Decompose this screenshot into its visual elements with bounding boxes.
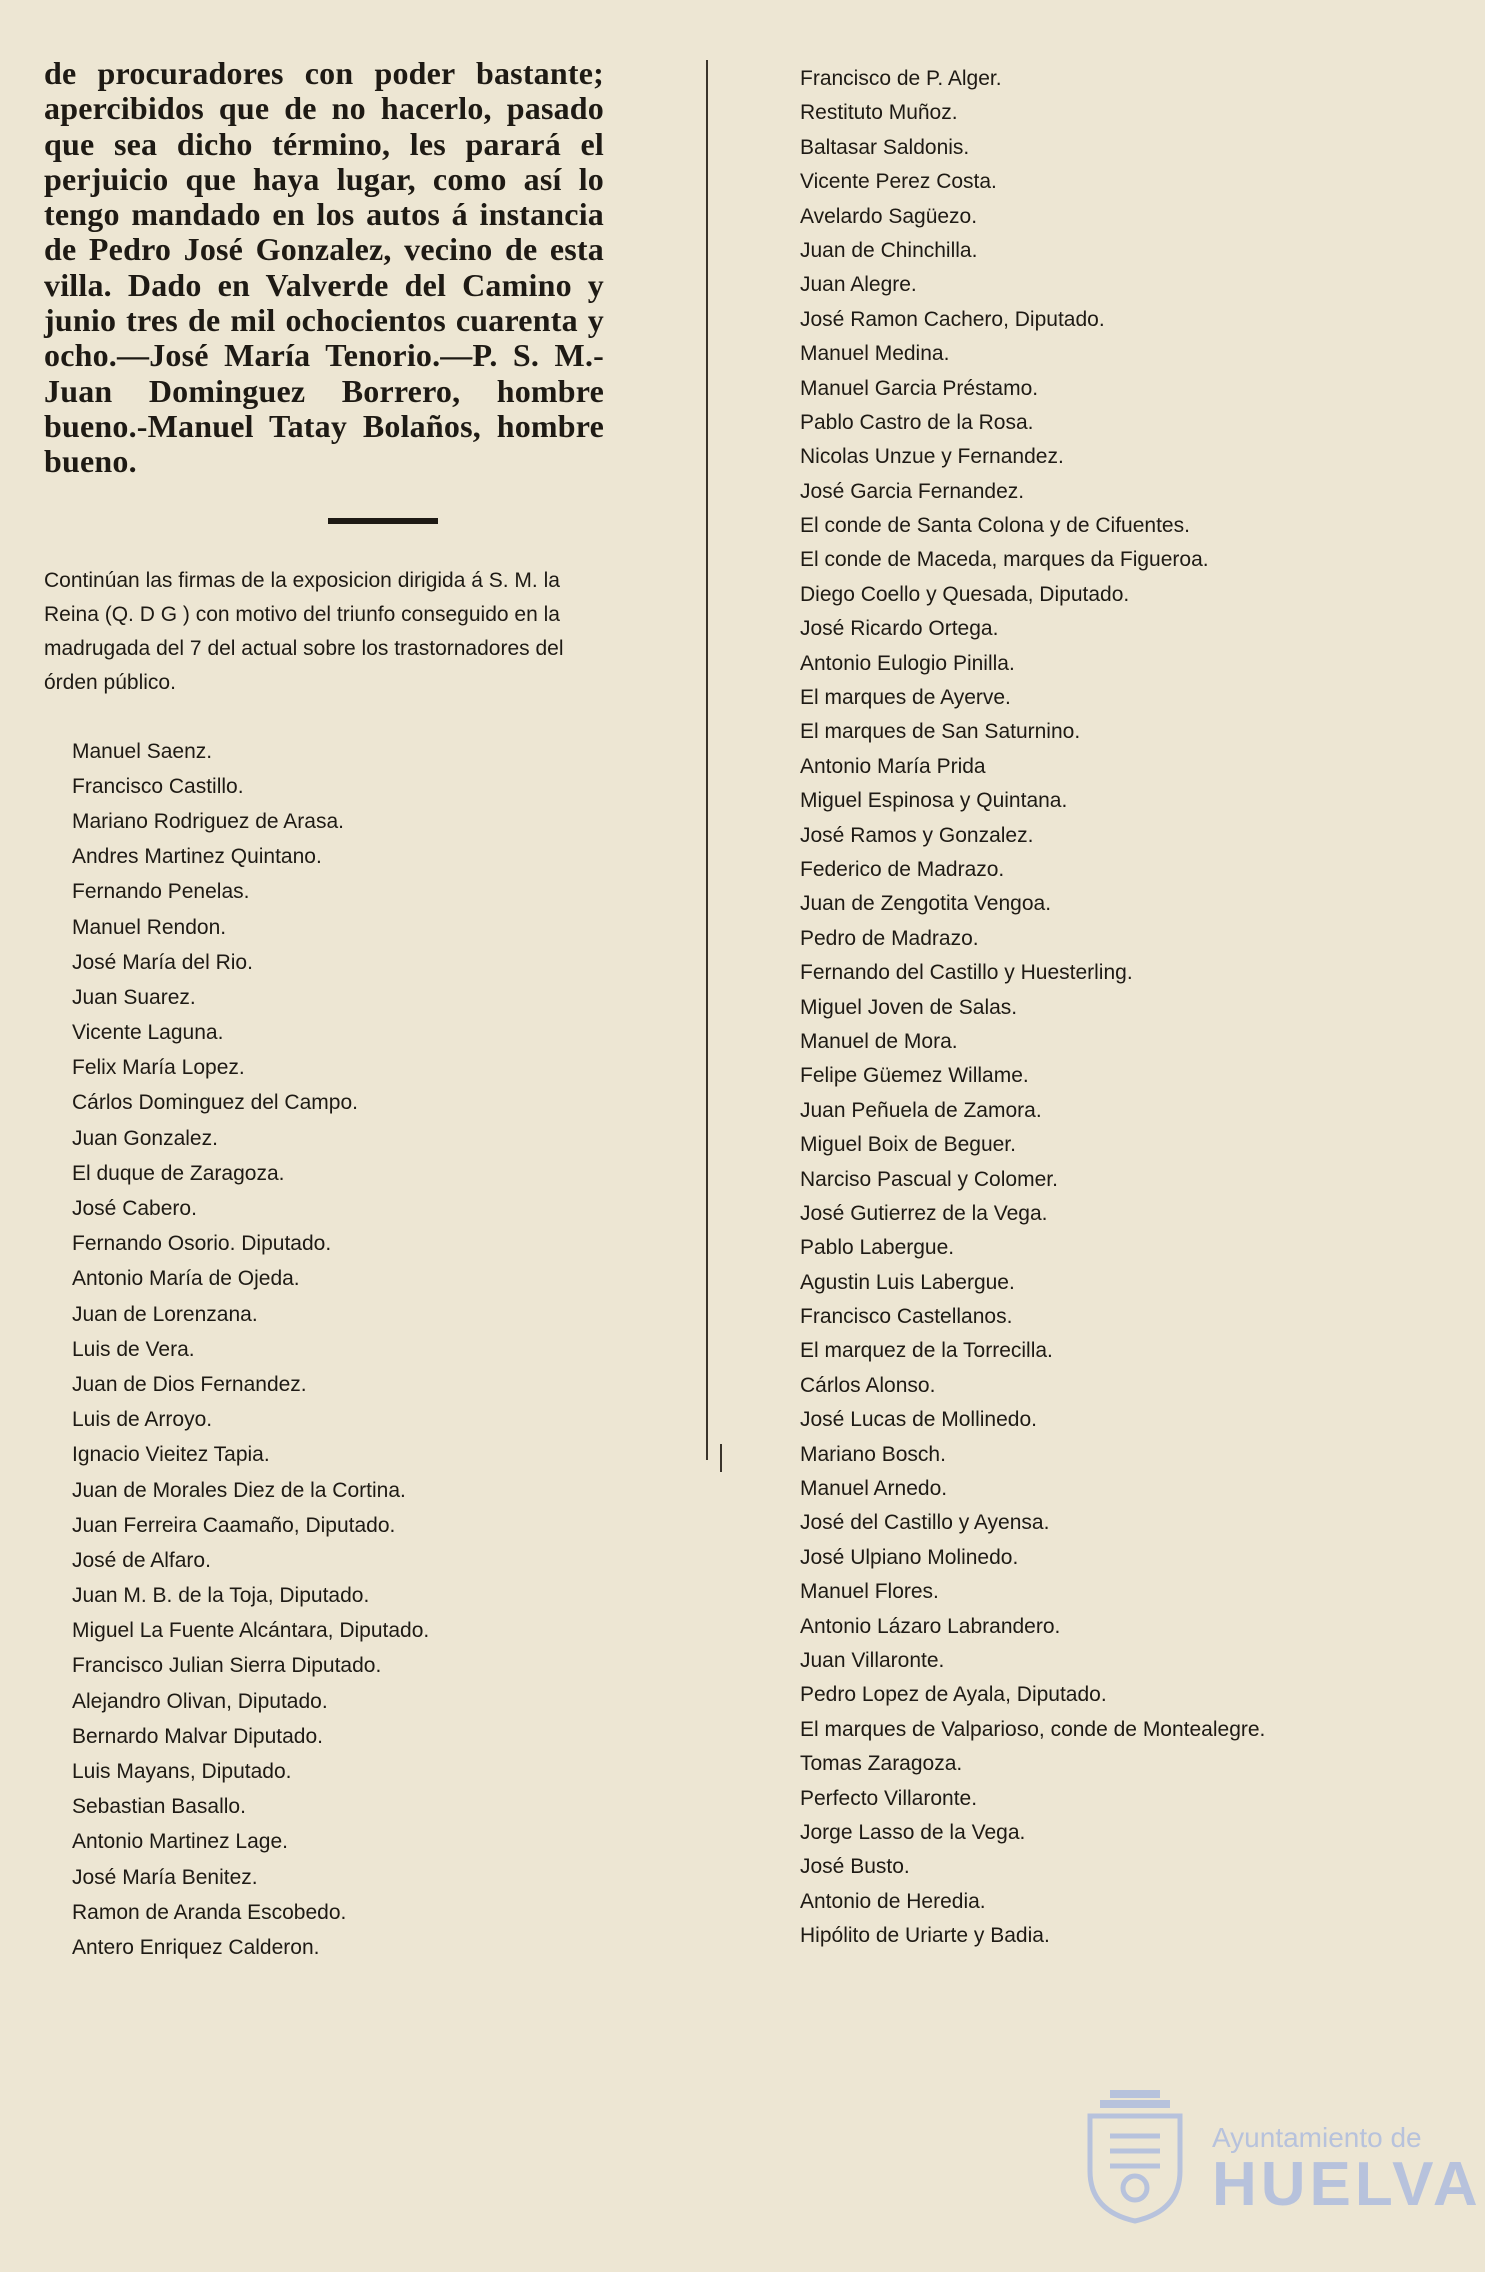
signature-entry: Luis de Vera. [72, 1337, 195, 1361]
signature-entry: Francisco Julian Sierra Diputado. [72, 1654, 382, 1678]
signature-entry: Ramon de Aranda Escobedo. [72, 1900, 347, 1924]
huelva-coat-of-arms-logo [1070, 2076, 1200, 2226]
signature-entry: Antero Enriquez Calderon. [72, 1935, 320, 1959]
signature-entry: Perfecto Villaronte. [800, 1786, 978, 1810]
signature-entry: José Cabero. [72, 1197, 197, 1220]
signature-entry: Luis Mayans, Diputado. [72, 1760, 292, 1783]
signature-entry: El conde de Santa Colona y de Cifuentes. [800, 514, 1190, 538]
watermark-line2: HUELVA [1212, 2150, 1482, 2219]
column-divider [706, 60, 708, 1460]
signature-entry: Ignacio Vieitez Tapia. [72, 1443, 270, 1467]
signature-entry: Agustin Luis Labergue. [800, 1270, 1015, 1294]
signature-entry: Federico de Madrazo. [800, 857, 1005, 881]
signature-entry: Cárlos Alonso. [800, 1373, 936, 1397]
signature-entry: Antonio Martinez Lage. [72, 1830, 288, 1854]
signature-entry: El marquez de la Torrecilla. [800, 1339, 1053, 1363]
signature-entry: Juan Villaronte. [800, 1648, 945, 1672]
signature-entry: José Busto. [800, 1855, 910, 1879]
signature-entry: Francisco de P. Alger. [800, 67, 1002, 90]
signature-entry: Andres Martinez Quintano. [72, 845, 322, 869]
signature-entry: El conde de Maceda, marques da Figueroa. [800, 548, 1209, 572]
signature-entry: Felix María Lopez. [72, 1056, 245, 1080]
signature-entry: Pablo Labergue. [800, 1236, 955, 1260]
signature-entry: Pedro Lopez de Ayala, Diputado. [800, 1683, 1107, 1707]
signature-entry: Juan de Lorenzana. [72, 1302, 258, 1326]
signature-entry: José del Castillo y Ayensa. [800, 1511, 1050, 1535]
signature-entry: Manuel Saenz. [72, 739, 213, 763]
legal-notice-text: de procuradores con poder bastante; apercibidos que de no hacerlo, pasado que sea dicho término, les parará el perjuicio que haya lugar, como así lo tengo mandado en los autos á instancia de Pedro José Gonzalez, vecino de esta villa. Dado en Valverde del Camino y junio tres de mil ochocientos cuarenta y ocho.—José María Tenorio.—P. S. M.-Juan Dominguez Borrero, hombre bueno.-Manuel Tatay Bolaños, hombre bueno. [44, 55, 604, 480]
signature-entry: José María del Rio. [72, 950, 253, 974]
signature-entry: Miguel Joven de Salas. [800, 995, 1018, 1019]
signature-entry: Mariano Bosch. [800, 1442, 946, 1466]
signature-entry: Baltasar Saldonis. [800, 135, 970, 159]
signature-entry: Narciso Pascual y Colomer. [800, 1167, 1058, 1191]
signature-entry: Miguel Espinosa y Quintana. [800, 789, 1068, 813]
signature-entry: Pedro de Madrazo. [800, 926, 979, 950]
signature-entry: José Ricardo Ortega. [800, 617, 999, 641]
signature-entry: José Ulpiano Molinedo. [800, 1545, 1019, 1569]
signature-entry: Miguel La Fuente Alcántara, Diputado. [72, 1619, 430, 1643]
signature-entry: Juan Suarez. [72, 985, 196, 1009]
signature-entry: Manuel Flores. [800, 1580, 939, 1604]
signature-entry: El marques de Valparioso, conde de Montealegre. [800, 1717, 1266, 1741]
signature-entry: Francisco Castellanos. [800, 1305, 1013, 1329]
signature-entry: José Gutierrez de la Vega. [800, 1201, 1048, 1225]
right-column [800, 62, 1440, 1954]
signature-entry: Diego Coello y Quesada, Diputado. [800, 582, 1130, 606]
signature-entry: Juan de Chinchilla. [800, 238, 978, 262]
column-divider-mark [720, 1444, 722, 1472]
signature-entry: Juan de Morales Diez de la Cortina. [72, 1478, 406, 1502]
signature-entry: Antonio Lázaro Labrandero. [800, 1614, 1061, 1638]
signature-entry: Jorge Lasso de la Vega. [800, 1820, 1026, 1844]
signature-entry: Manuel Garcia Préstamo. [800, 376, 1039, 400]
signature-entry: Hipólito de Uriarte y Badia. [800, 1924, 1050, 1948]
signature-entry: Restituto Muñoz. [800, 101, 958, 125]
signature-entry: José Ramon Cachero, Diputado. [800, 307, 1105, 331]
signature-list-right [800, 62, 1440, 1954]
signature-entry: Juan Alegre. [800, 273, 917, 297]
signature-entry: Antonio María Prida [800, 754, 986, 778]
signature-entry: Antonio de Heredia. [800, 1889, 986, 1913]
section-rule [328, 518, 438, 524]
signature-entry: Juan Gonzalez. [72, 1126, 218, 1150]
signature-entry: Juan de Dios Fernandez. [72, 1372, 307, 1396]
signature-list-left [44, 734, 604, 1966]
signature-entry: Mariano Rodriguez de Arasa. [72, 809, 344, 833]
signature-entry: Manuel Arnedo. [800, 1477, 948, 1501]
signature-entry: Manuel de Mora. [800, 1029, 958, 1053]
left-column [44, 56, 604, 1965]
signature-entry: Miguel Boix de Beguer. [800, 1133, 1016, 1157]
signature-entry: El duque de Zaragoza. [72, 1161, 285, 1185]
signature-entry: Luis de Arroyo. [72, 1408, 213, 1432]
signature-entry: José Ramos y Gonzalez. [800, 823, 1034, 847]
signature-entry: Antonio María de Ojeda. [72, 1267, 300, 1291]
watermark-text [1212, 2122, 1482, 2219]
signature-entry: Fernando Penelas. [72, 880, 250, 904]
signature-entry: Cárlos Dominguez del Campo. [72, 1091, 358, 1115]
signature-entry: El marques de San Saturnino. [800, 720, 1081, 744]
signature-entry: José Lucas de Mollinedo. [800, 1408, 1037, 1432]
signature-entry: José de Alfaro. [72, 1548, 211, 1572]
signature-entry: Juan M. B. de la Toja, Diputado. [72, 1584, 370, 1608]
signature-entry: José María Benitez. [72, 1865, 258, 1889]
signature-entry: José Garcia Fernandez. [800, 479, 1025, 503]
signature-entry: Tomas Zaragoza. [800, 1752, 963, 1776]
watermark-line1: Ayuntamiento de [1212, 2122, 1422, 2153]
signature-entry: Pablo Castro de la Rosa. [800, 410, 1034, 434]
exposition-intro: Continúan las firmas de la exposicion dirigida á S. M. la Reina (Q. D G ) con motivo del triunfo conseguido en la madrugada del 7 del actual sobre los trastornadores del órden público. [44, 568, 564, 694]
signature-entry: Felipe Güemez Willame. [800, 1064, 1029, 1088]
signature-entry: Vicente Laguna. [72, 1021, 224, 1045]
signature-entry: Antonio Eulogio Pinilla. [800, 651, 1015, 675]
signature-entry: Juan de Zengotita Vengoa. [800, 892, 1052, 916]
signature-entry: Juan Ferreira Caamaño, Diputado. [72, 1513, 396, 1537]
signature-entry: Fernando Osorio. Diputado. [72, 1232, 332, 1256]
signature-entry: Bernardo Malvar Diputado. [72, 1724, 323, 1748]
signature-entry: Alejandro Olivan, Diputado. [72, 1689, 328, 1713]
signature-entry: El marques de Ayerve. [800, 686, 1011, 710]
signature-entry: Francisco Castillo. [72, 774, 244, 798]
signature-entry: Manuel Rendon. [72, 915, 227, 939]
signature-entry: Fernando del Castillo y Huesterling. [800, 961, 1133, 985]
signature-entry: Juan Peñuela de Zamora. [800, 1098, 1042, 1122]
signature-entry: Avelardo Sagüezo. [800, 204, 978, 228]
signature-entry: Manuel Medina. [800, 342, 950, 366]
signature-entry: Vicente Perez Costa. [800, 170, 997, 194]
signature-entry: Nicolas Unzue y Fernandez. [800, 445, 1064, 469]
signature-entry: Sebastian Basallo. [72, 1795, 246, 1819]
